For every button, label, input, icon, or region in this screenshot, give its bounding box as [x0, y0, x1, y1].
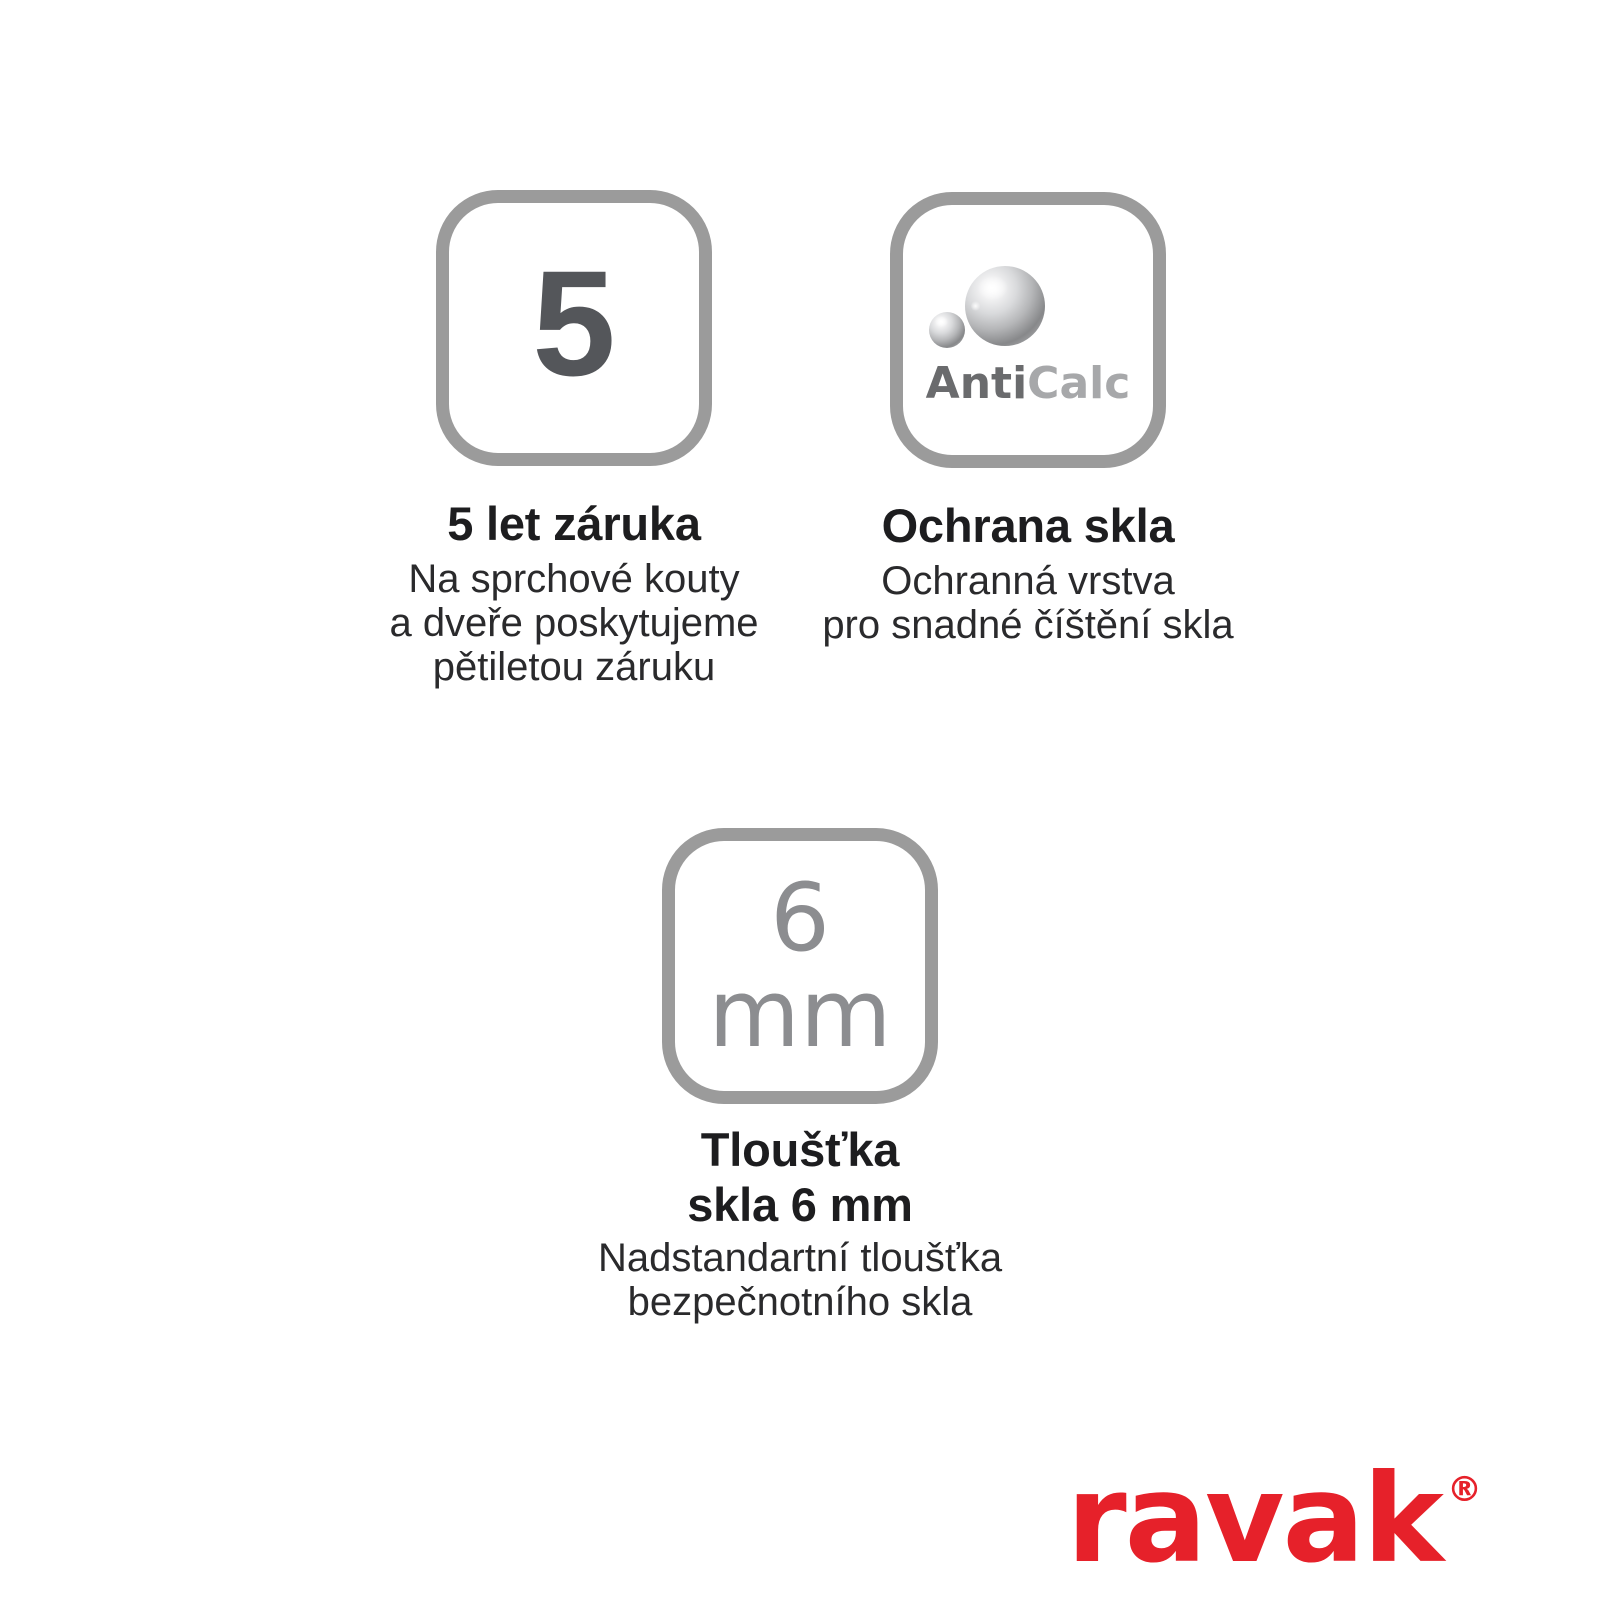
warranty-5-icon: 5: [532, 239, 616, 407]
description-line: a dveře poskytujeme: [389, 601, 759, 645]
description-line: pro snadné číštění skla: [822, 603, 1234, 647]
feature-description-glass-protection: [822, 559, 1233, 647]
anticalc-label-light: Calc: [1027, 358, 1131, 409]
feature-description-glass-thickness: [598, 1236, 1002, 1324]
thickness-badge-line: mm: [708, 960, 892, 1069]
thickness-6mm-icon: [708, 864, 892, 1069]
title-line: skla 6 mm: [687, 1178, 913, 1231]
anticalc-badge: [890, 192, 1166, 468]
anticalc-label-dark: Anti: [925, 358, 1028, 409]
ravak-logo: [1066, 1448, 1482, 1590]
feature-description-warranty: [389, 557, 758, 689]
warranty-badge: [436, 190, 712, 466]
description-line: Ochranná vrstva: [881, 559, 1175, 603]
ravak-logo-text: ravak: [1066, 1448, 1442, 1590]
anticalc-wordmark: [903, 358, 1153, 409]
thickness-badge: [662, 828, 938, 1104]
description-line: bezpečnotního skla: [627, 1280, 973, 1324]
feature-glass-thickness: [520, 828, 1080, 1324]
description-line: Na sprchové kouty: [408, 557, 740, 601]
registered-trademark-icon: ®: [1447, 1470, 1482, 1510]
anticalc-bubble-small-icon: [929, 312, 965, 348]
description-line: Nadstandartní tloušťka: [597, 1236, 1003, 1280]
feature-title-glass-protection: Ochrana skla: [881, 499, 1175, 552]
feature-glass-protection: [748, 192, 1308, 647]
description-line: pětiletou záruku: [432, 645, 716, 689]
thickness-badge-line: 6: [770, 864, 830, 974]
feature-title-glass-thickness: [687, 1122, 913, 1232]
anticalc-bubble-large-icon: [965, 266, 1045, 346]
title-line: Tloušťka: [700, 1123, 900, 1176]
feature-title-warranty: 5 let záruka: [447, 497, 701, 550]
